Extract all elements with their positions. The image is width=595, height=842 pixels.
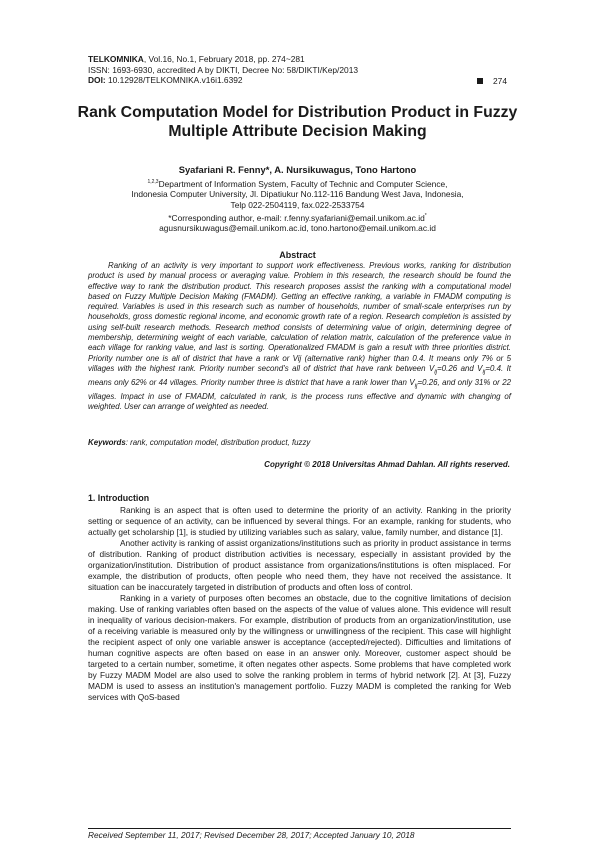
issn-line: ISSN: 1693-6930, accredited A by DIKTI, Decree No: 58/DIKTI/Kep/2013 — [88, 64, 359, 75]
abstract-heading: Abstract — [279, 250, 316, 260]
paper-title: Rank Computation Model for Distribution Product in Fuzzy Multiple Attribute Decision Making — [77, 104, 518, 140]
keywords-label: Keywords — [88, 438, 126, 447]
abstract-text-1: Ranking of an activity is very important to support work effectiveness. Previous works, ranking for distribution product is used by manual process or averaging value. Problem in this research, the research should be found the effective way to rank the distribution product. This research proposes assist the ranking with a computational model based on Fuzzy Multiple Decision Making (FMADM). Getting an effective ranking, a variable in FMADM computing is required. Variables is used in this research such as number of households, number of small-scale enterprises run by households, gross domestic regional income, and economic growth rate of a region. Research completion is assisted by using self-built research methods. Research method consists of determining value of origin, determining degree of membership, determining weight of each variable, calculation of relation matrix, calculation of the preference value in each village for ranking value, and last is sorting. Operationalized FMADM is gain a result with three priorities district. Priority number one is all of district that have a rank or Vij (alternative rank) higher than 0.4. It means only 7% or 5 villages with the highest rank. Priority number second's all of district that have rank between V — [88, 261, 511, 373]
journal-name: TELKOMNIKA — [88, 54, 144, 64]
journal-header — [88, 54, 508, 86]
abstract-subscript: ij — [434, 368, 438, 376]
abstract-text-2: =0.26 and V — [437, 363, 483, 373]
affiliation-line-3: Telp 022-2504119, fax.022-2533754 — [230, 199, 365, 210]
doi-label: DOI: — [88, 75, 106, 85]
copyright-notice: Copyright © 2018 Universitas Ahmad Dahlan. All rights reserved. — [264, 460, 510, 469]
abstract-text-4: =0.26, and only 31% or 22 villages. Impact in use of FMADM, calculated in rank, is the process runs effective and dynamic with changing of weighted. User can arrange of weighted as needed. — [88, 377, 511, 412]
journal-citation-line — [88, 54, 508, 65]
keywords-line — [88, 438, 511, 447]
intro-paragraph-2: Another activity is ranking of assist organizations/institutions such as priority in product assistance in terms of distribution. Ranking of product distribution activities is necessary, especially in assistant provided by the organization/institution. Distribution of product assistance from organizations/institutions is often misplaced. For example, the distribution of products, often people who need them, they have not received the assistance. It situation can be inaccurately targeted in distribution of products and often loss of control. — [88, 538, 511, 592]
page-number — [477, 76, 507, 86]
affiliation-block — [60, 177, 535, 234]
abstract-subscript: ij — [482, 368, 486, 376]
keywords-text: : rank, computation model, distribution product, fuzzy — [125, 438, 311, 447]
abstract-text-3: =0.4. It means only 62% or 44 villages. Priority number three is district that have a rank lower than V — [88, 363, 511, 387]
intro-paragraph-3: Ranking in a variety of purposes often becomes an obstacle, due to the cognitive limitations of decision making. Use of ranking variables often based on the aspects of the value of values alone. This evidence will result in inequality of various decision-makers. For example, distribution of products from an organization/institution, use of a receiving variable is measured only by the willingness or unwillingness of the recipient. This case will highlight the recipient aspect of only one variable answer is acceptance (accepted/rejected). Difficulties and limitations of human cognitive aspects are often based on ease in an answer only. Moreover, customer aspect should be targeted to a certain number, sometime, it often negates other aspects. Some problems that have completed work by Fuzzy MADM Model are also used to solve the ranking problem in terms of hybrid network [2]. At [3], Fuzzy MADM is used to assess an institution's management portfolio. Fuzzy MADM is completed the ranking for Web services with QoS-based — [88, 593, 511, 702]
doi-line — [88, 75, 508, 86]
journal-volume: , Vol.16, No.1, February 2018, pp. 274~281 — [143, 54, 305, 64]
square-bullet-icon — [477, 78, 483, 84]
footer-rule — [88, 828, 511, 829]
author-list: Syafariani R. Fenny*, A. Nursikuwagus, Tono Hartono — [178, 164, 417, 175]
affiliation-superscript: 1,2,3 — [147, 179, 159, 185]
received-dates: Received September 11, 2017; Revised December 28, 2017; Accepted January 10, 2018 — [88, 830, 415, 840]
abstract-subscript: ij — [414, 382, 418, 390]
abstract-body — [88, 261, 511, 412]
corresponding-superscript: * — [424, 212, 427, 219]
doi-link[interactable]: 10.12928/TELKOMNIKA.v16i1.6392 — [105, 75, 243, 85]
affiliation-line-2: Indonesia Computer University, Jl. Dipatiukur No.112-116 Bandung West Java, Indonesia, — [131, 189, 464, 200]
affiliation-line-1 — [60, 177, 535, 189]
corresponding-email[interactable]: *Corresponding author, e-mail: r.fenny.syafariani@email.unikom.ac.id — [168, 212, 425, 223]
corresponding-author — [60, 211, 535, 223]
section-heading-introduction: 1. Introduction — [88, 493, 150, 503]
affiliation-department: Department of Information System, Faculty of Technic and Computer Science, — [158, 178, 448, 189]
page-number-value: 274 — [493, 76, 507, 86]
intro-paragraph-1: Ranking is an aspect that is often used to determine the priority of an activity. Ranking in the priority setting or sequence of an activity, can be influenced by several things. For an example, ranking for students, who actually get scholarship [1], is studied by utilizing variables such as salary, value, family number, and distance [1]. — [88, 505, 511, 537]
introduction-body — [88, 505, 511, 703]
coauthor-emails[interactable]: agusnursikuwagus@email.unikom.ac.id, tono.hartono@email.unikom.ac.id — [159, 222, 436, 233]
